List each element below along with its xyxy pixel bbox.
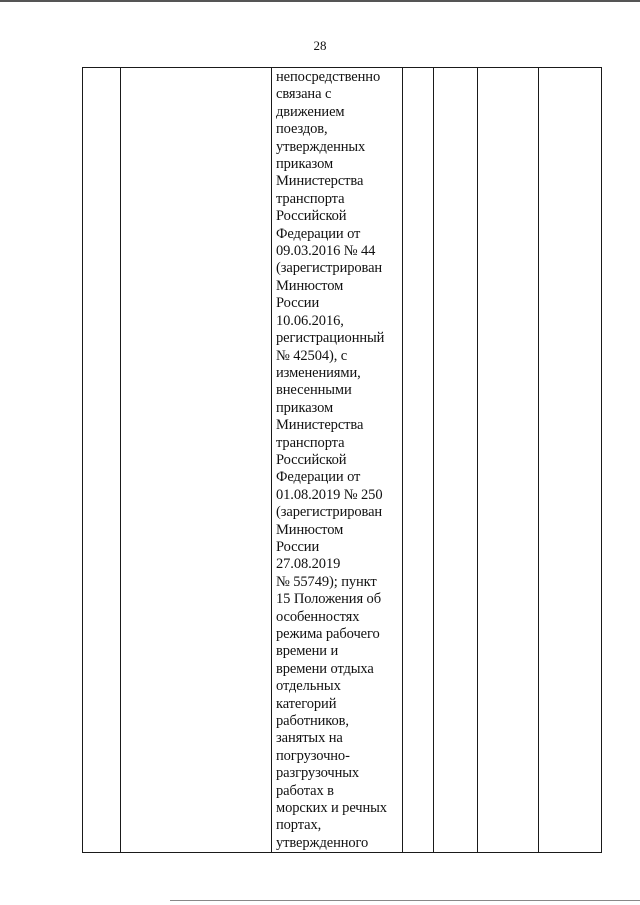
table-row: [83, 68, 602, 853]
table-cell-col4: [403, 68, 434, 853]
table-cell-col7: [539, 68, 602, 853]
table-cell-col5: [434, 68, 478, 853]
page-bottom-rule: [170, 900, 640, 901]
legal-basis-text: непосредственно связана с движением поездов, утвержденных приказом Министерства транспорта Российской Федерации от 09.03.2016 № 44 (зарегистрирован Минюстом России 10.06.2016, регистрационный № 42504), с изменениями, внесенными приказом Министерства транспорта Российской Федерации от 01.08.2019 № 250 (зарегистрирован Минюстом России 27.08.2019 № 55749); пункт 15 Положения об особенностях режима рабочего времени и времени отдыха отдельных категорий работников, занятых на погрузочно- разгрузочных работах в морских и речных портах, утвержденного: [276, 69, 387, 851]
table-cell-col6: [478, 68, 539, 853]
table-cell-legal-basis: [272, 68, 403, 853]
page-number: 28: [313, 38, 327, 53]
document-table: [82, 67, 602, 853]
page-top-rule: [0, 0, 640, 2]
table-cell-number: [83, 68, 121, 853]
table-cell-name: [121, 68, 272, 853]
